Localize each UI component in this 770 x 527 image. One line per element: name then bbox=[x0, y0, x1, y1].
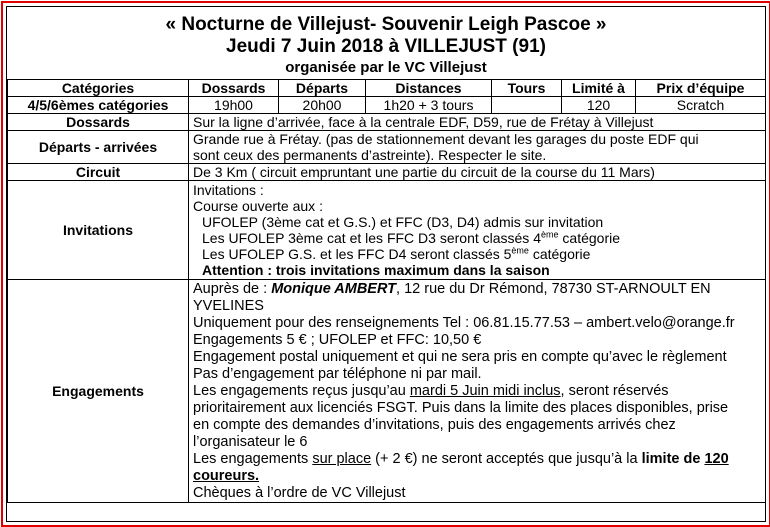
dossards-row bbox=[8, 114, 766, 131]
engagements-prio3: l’organisateur le 6 bbox=[193, 434, 308, 450]
header-dossards: Dossards bbox=[189, 80, 279, 97]
engagements-tel: Uniquement pour des renseignements Tel : 06.81.15.77.53 – ambert.velo@orange.fr bbox=[193, 315, 735, 331]
cell-categories: 4/5/6èmes catégories bbox=[8, 97, 189, 114]
invitations-row bbox=[8, 181, 766, 280]
engagements-text bbox=[189, 280, 766, 503]
header-distances: Distances bbox=[366, 80, 492, 97]
cell-limite: 120 bbox=[562, 97, 636, 114]
engagements-cheques: Chèques à l’ordre de VC Villejust bbox=[193, 485, 406, 501]
header-prix: Prix d’équipe bbox=[636, 80, 766, 97]
invitations-line4-text: Les UFOLEP 3ème cat et les FFC D3 seront classés 4 bbox=[202, 230, 541, 246]
invitations-line3: UFOLEP (3ème cat et G.S.) et FFC (D3, D4) admis sur invitation bbox=[202, 214, 604, 230]
engagements-tarifs: Engagements 5 € ; UFOLEP et FFC: 10,50 € bbox=[193, 332, 482, 348]
dossards-text: Sur la ligne d’arrivée, face à la centrale EDF, D59, rue de Frétay à Villejust bbox=[189, 114, 766, 131]
departs-line2: sont ceux des permanents d’astreinte). Respecter le site. bbox=[193, 147, 547, 163]
engagements-contact bbox=[193, 281, 763, 298]
engagements-limite-number: 120 bbox=[704, 451, 729, 467]
departs-label: Départs - arrivées bbox=[8, 131, 189, 164]
engagements-address2: YVELINES bbox=[193, 298, 264, 314]
page-title: « Nocturne de Villejust- Souvenir Leigh Pascoe » bbox=[165, 14, 607, 35]
cell-distances: 1h20 + 3 tours bbox=[366, 97, 492, 114]
cell-prix: Scratch bbox=[636, 97, 766, 114]
engagements-place-mid: (+ 2 €) ne seront acceptés que jusqu’à la bbox=[371, 451, 642, 467]
header-tours: Tours bbox=[492, 80, 562, 97]
engagements-address1: , 12 rue du Dr Rémond, 78730 ST-ARNOULT EN bbox=[396, 281, 711, 297]
dossards-label: Dossards bbox=[8, 114, 189, 131]
invitations-line2: Course ouverte aux : bbox=[193, 198, 323, 214]
invitations-warning: Attention : trois invitations maximum dans la saison bbox=[202, 262, 550, 278]
cell-tours bbox=[492, 97, 562, 114]
organizer: organisée par le VC Villejust bbox=[285, 59, 487, 76]
engagements-place bbox=[193, 451, 763, 468]
race-info-table bbox=[7, 79, 766, 503]
invitations-line5-text: Les UFOLEP G.S. et les FFC D4 seront classés 5 bbox=[202, 246, 512, 262]
cell-departs: 20h00 bbox=[279, 97, 366, 114]
departs-row bbox=[8, 131, 766, 164]
engagements-label: Engagements bbox=[8, 280, 189, 503]
invitations-line4 bbox=[193, 230, 763, 246]
circuit-label: Circuit bbox=[8, 164, 189, 181]
engagements-prio1: prioritairement aux licenciés FSGT. Puis dans la limite des places disponibles, prise bbox=[193, 400, 729, 416]
departs-text bbox=[189, 131, 766, 164]
engagements-recus-end: , seront réservés bbox=[560, 383, 669, 399]
invitations-line1: Invitations : bbox=[193, 182, 264, 198]
engagements-recus-deadline: mardi 5 Juin midi inclus bbox=[409, 383, 561, 399]
engagements-coureurs: coureurs. bbox=[193, 468, 260, 484]
engagements-contact-name: Monique AMBERT bbox=[271, 281, 397, 297]
header-categories: Catégories bbox=[8, 80, 189, 97]
engagements-row bbox=[8, 280, 766, 503]
engagements-sur-place: sur place bbox=[312, 451, 372, 467]
header-departs: Départs bbox=[279, 80, 366, 97]
engagements-recus-start: Les engagements reçus jusqu’au bbox=[193, 383, 410, 399]
invitations-label: Invitations bbox=[8, 181, 189, 280]
engagements-recus bbox=[193, 383, 763, 400]
event-date: Jeudi 7 Juin 2018 à VILLEJUST (91) bbox=[226, 36, 546, 57]
circuit-text: De 3 Km ( circuit empruntant une partie du circuit de la course du 11 Mars) bbox=[189, 164, 766, 181]
cell-dossards: 19h00 bbox=[189, 97, 279, 114]
document bbox=[6, 6, 766, 522]
header bbox=[7, 14, 765, 77]
header-limite: Limité à bbox=[562, 80, 636, 97]
engagements-phone: Pas d’engagement par téléphone ni par mail. bbox=[193, 366, 482, 382]
engagements-place-start: Les engagements bbox=[193, 451, 313, 467]
engagements-aupres: Auprès de : bbox=[193, 281, 272, 297]
departs-line1: Grande rue à Frétay. (pas de stationnement devant les garages du poste EDF qui bbox=[193, 131, 699, 147]
invitations-line5-sup: ème bbox=[511, 245, 529, 256]
engagements-prio2: en compte des demandes d’invitations, puis des engagements arrivés chez bbox=[193, 417, 676, 433]
invitations-line4-end: catégorie bbox=[558, 230, 620, 246]
engagements-limite: limite de bbox=[641, 451, 705, 467]
engagements-postal: Engagement postal uniquement et qui ne sera pris en compte qu’avec le règlement bbox=[193, 349, 727, 365]
invitations-line5-end: catégorie bbox=[528, 246, 591, 262]
circuit-row bbox=[8, 164, 766, 181]
invitations-line5 bbox=[193, 246, 763, 262]
table-row bbox=[8, 97, 766, 114]
table-header-row bbox=[8, 80, 766, 97]
invitations-text bbox=[189, 181, 766, 280]
invitations-line4-sup: ème bbox=[541, 229, 559, 240]
